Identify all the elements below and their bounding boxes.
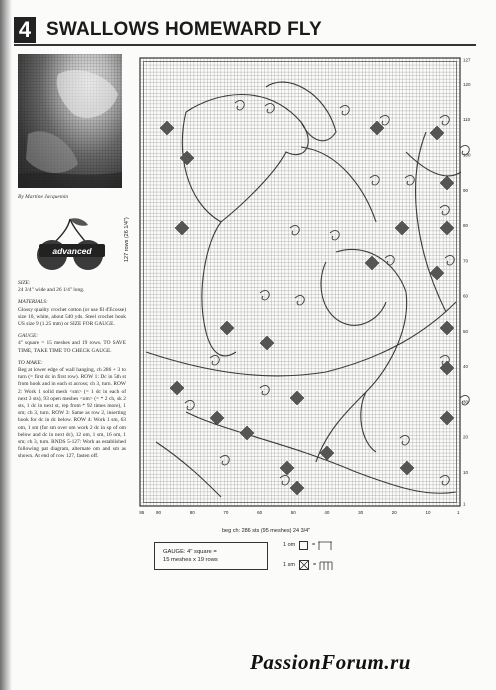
y-tick-label: 30 (463, 399, 469, 405)
y-tick-label: 127 (463, 57, 471, 63)
page-binding-shadow (0, 0, 12, 690)
gauge-heading: GAUGE: (18, 333, 39, 340)
size-heading: SIZE: (18, 280, 31, 286)
gauge-line-2: 15 meshes x 19 rows (163, 556, 218, 563)
equals-sign: = (312, 542, 316, 548)
legend-sm-row (283, 560, 345, 570)
x-tick-label: 80 (189, 510, 195, 515)
stitch-legend (283, 540, 403, 574)
site-watermark: PassionForum.ru (250, 650, 411, 674)
size-text: 24 3/4" wide and 26 1/4" long. (18, 287, 85, 294)
materials-text: Glossy quality crochet cotton (or use fil d'Ecosse) size 10, white, about 540 yds. Steel crochet hook US size 9 (1.25 mm) or SIZE FOR GAUGE. (18, 306, 126, 328)
lace-photo-icon (18, 54, 122, 188)
difficulty-label: advanced (39, 244, 105, 257)
gauge-line-1: GAUGE: 4" square = (163, 549, 217, 555)
x-tick-label: 50 (290, 510, 296, 515)
gauge-text: 4" square = 15 meshes and 19 rows. TO SAVE TIME, TAKE TIME TO CHECK GAUGE. (18, 340, 126, 354)
x-tick-label: 95 (139, 510, 145, 515)
y-tick-label: 50 (463, 328, 469, 334)
x-tick-label: 20 (391, 510, 397, 515)
chart-bottom-label: beg ch: 286 sts (95 meshes) 24 3/4" (222, 528, 311, 534)
y-tick-label: 40 (463, 364, 469, 370)
page-header (14, 14, 476, 46)
sm-stitch-symbol (319, 560, 345, 570)
make-text: Beg at lower edge of wall hanging, ch 286 + 3 to turn (= first dc in first row). ROW 1: Dc in 5th st from hook and in each st across; ch 3, turn. ROW 2: Work 1 solid mesh <sm> (= 1 dc in each of next 3 sts), 93 open meshes <om> (= * 2 ch, sk 2 sts, 1 dc in next st, rep from * 92 times more), 1 sm; ch 3, turn. ROW 3: Same as row 2, inserting hook for dc in dc below. ROW 4: Work 1 sm, 63 om, 1 sm (for sm over om work 2 dc in sp of om below and dc in next dc), 12 om, 1 sm, 16 om, 1 sm; ch 3, turn. RNDS 5-127: Work as established following pat diagram, alternate om and sm as shown. At end of row 127, fasten off. (18, 367, 126, 460)
legend-sm-label: 1 sm (283, 562, 295, 568)
y-tick-label: 10 (463, 470, 469, 475)
materials-heading: MATERIALS: (18, 299, 48, 306)
x-tick-label: 60 (257, 510, 263, 515)
make-heading: TO MAKE: (18, 359, 43, 366)
equals-sign: = (313, 562, 317, 568)
cherry-badge-icon (30, 215, 110, 275)
solid-mesh-icon (299, 560, 309, 570)
legend-om-row (283, 540, 344, 550)
chart-grid (126, 52, 478, 522)
y-tick-label: 70 (463, 258, 469, 264)
chart-side-label: 127 rows (26 1/4") (124, 217, 130, 262)
om-stitch-symbol (318, 540, 344, 550)
y-tick-label: 90 (463, 187, 469, 193)
filet-chart (124, 52, 478, 515)
x-tick-label: 30 (358, 510, 364, 515)
y-tick-label: 110 (463, 117, 471, 123)
instructions-column (18, 280, 126, 461)
legend-om-label: 1 om (283, 542, 296, 548)
lace-texture (18, 54, 122, 188)
gauge-box (154, 542, 268, 570)
photo-credit: By Martine Jacquemin (18, 194, 69, 200)
y-tick-label: 60 (463, 293, 469, 299)
y-tick-label: 1 (463, 501, 466, 507)
x-tick-label: 10 (425, 510, 431, 515)
x-tick-label: 70 (223, 510, 229, 515)
y-tick-label: 120 (463, 82, 471, 87)
y-tick-label: 20 (463, 434, 469, 440)
x-tick-label: 90 (155, 510, 162, 515)
y-tick-label: 100 (463, 152, 471, 158)
pattern-number: 4 (14, 17, 36, 43)
open-mesh-icon (299, 541, 308, 550)
header-rule (14, 44, 476, 46)
pattern-title: SWALLOWS HOMEWARD FLY (46, 19, 322, 40)
x-tick-label: 1 (457, 510, 460, 515)
y-tick-label: 80 (463, 223, 469, 229)
x-tick-label: 40 (324, 510, 330, 515)
